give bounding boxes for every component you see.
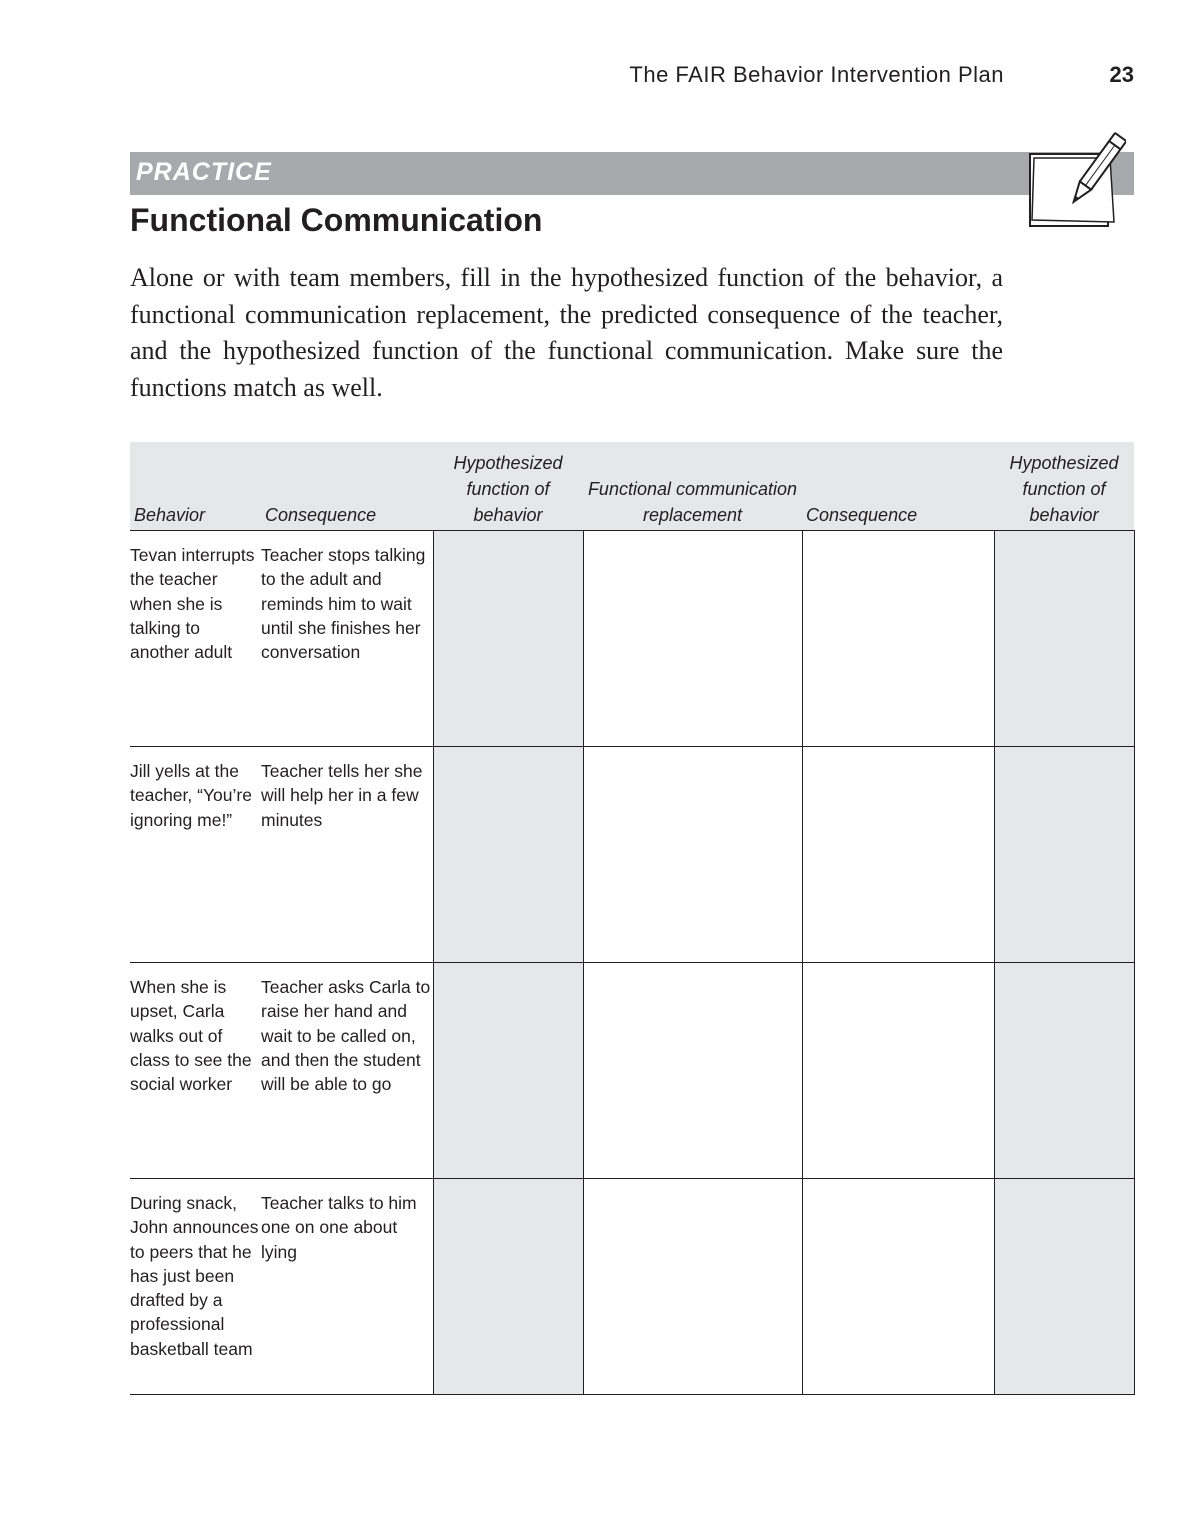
hypothesized-function-blank-cell[interactable] — [433, 963, 583, 1179]
replacement-blank-cell[interactable] — [583, 531, 802, 747]
pencil-on-paper-icon — [1026, 128, 1126, 232]
instructions-paragraph: Alone or with team members, fill in the hypothesized function of the behavior, a functional communication replacement, the predicted consequence of the teacher, and the hypothesized function of the functional communication. Make sure the functions match as well. — [130, 263, 1003, 402]
behavior-cell: When she is upset, Carla walks out of class to see the social worker — [130, 963, 261, 1179]
behavior-cell: During snack, John announces to peers that he has just been drafted by a professional basketball team — [130, 1179, 261, 1395]
replacement-blank-cell[interactable] — [583, 747, 802, 963]
hypothesized-function-blank-cell[interactable] — [433, 1179, 583, 1395]
column-header-hypothesized-function-replacement: Hypothesized function of behavior — [994, 442, 1134, 531]
functional-communication-table — [130, 442, 1135, 1395]
consequence-cell: Teacher asks Carla to raise her hand and wait to be called on, and then the student will be able to go — [261, 963, 433, 1179]
practice-label: PRACTICE — [136, 158, 272, 186]
replacement-function-blank-cell[interactable] — [994, 531, 1134, 747]
predicted-consequence-blank-cell[interactable] — [802, 531, 994, 747]
table-row — [130, 1179, 1134, 1395]
replacement-blank-cell[interactable] — [583, 963, 802, 1179]
page-number: 23 — [1109, 62, 1134, 87]
running-head: The FAIR Behavior Intervention Plan — [629, 62, 1004, 87]
table-row — [130, 747, 1134, 963]
replacement-function-blank-cell[interactable] — [994, 1179, 1134, 1395]
table-row — [130, 531, 1134, 747]
behavior-cell: Jill yells at the teacher, “You’re ignoring me!” — [130, 747, 261, 963]
section-title: Functional Communication — [130, 202, 543, 238]
column-header-hypothesized-function: Hypothesized function of behavior — [433, 442, 583, 531]
hypothesized-function-blank-cell[interactable] — [433, 531, 583, 747]
table-header-row — [130, 442, 1134, 531]
consequence-cell: Teacher stops talking to the adult and reminds him to wait until she finishes her conversation — [261, 531, 433, 747]
column-header-consequence: Consequence — [261, 442, 433, 531]
column-header-behavior: Behavior — [130, 442, 261, 531]
replacement-function-blank-cell[interactable] — [994, 963, 1134, 1179]
column-header-functional-communication-replacement: Functional communication replacement — [583, 442, 802, 531]
table-row — [130, 963, 1134, 1179]
predicted-consequence-blank-cell[interactable] — [802, 1179, 994, 1395]
column-header-predicted-consequence: Consequence — [802, 442, 994, 531]
replacement-function-blank-cell[interactable] — [994, 747, 1134, 963]
hypothesized-function-blank-cell[interactable] — [433, 747, 583, 963]
replacement-blank-cell[interactable] — [583, 1179, 802, 1395]
practice-banner — [130, 152, 1134, 195]
behavior-cell: Tevan interrupts the teacher when she is talking to another adult — [130, 531, 261, 747]
predicted-consequence-blank-cell[interactable] — [802, 747, 994, 963]
consequence-cell: Teacher tells her she will help her in a few minutes — [261, 747, 433, 963]
predicted-consequence-blank-cell[interactable] — [802, 963, 994, 1179]
consequence-cell: Teacher talks to him one on one about lying — [261, 1179, 433, 1395]
